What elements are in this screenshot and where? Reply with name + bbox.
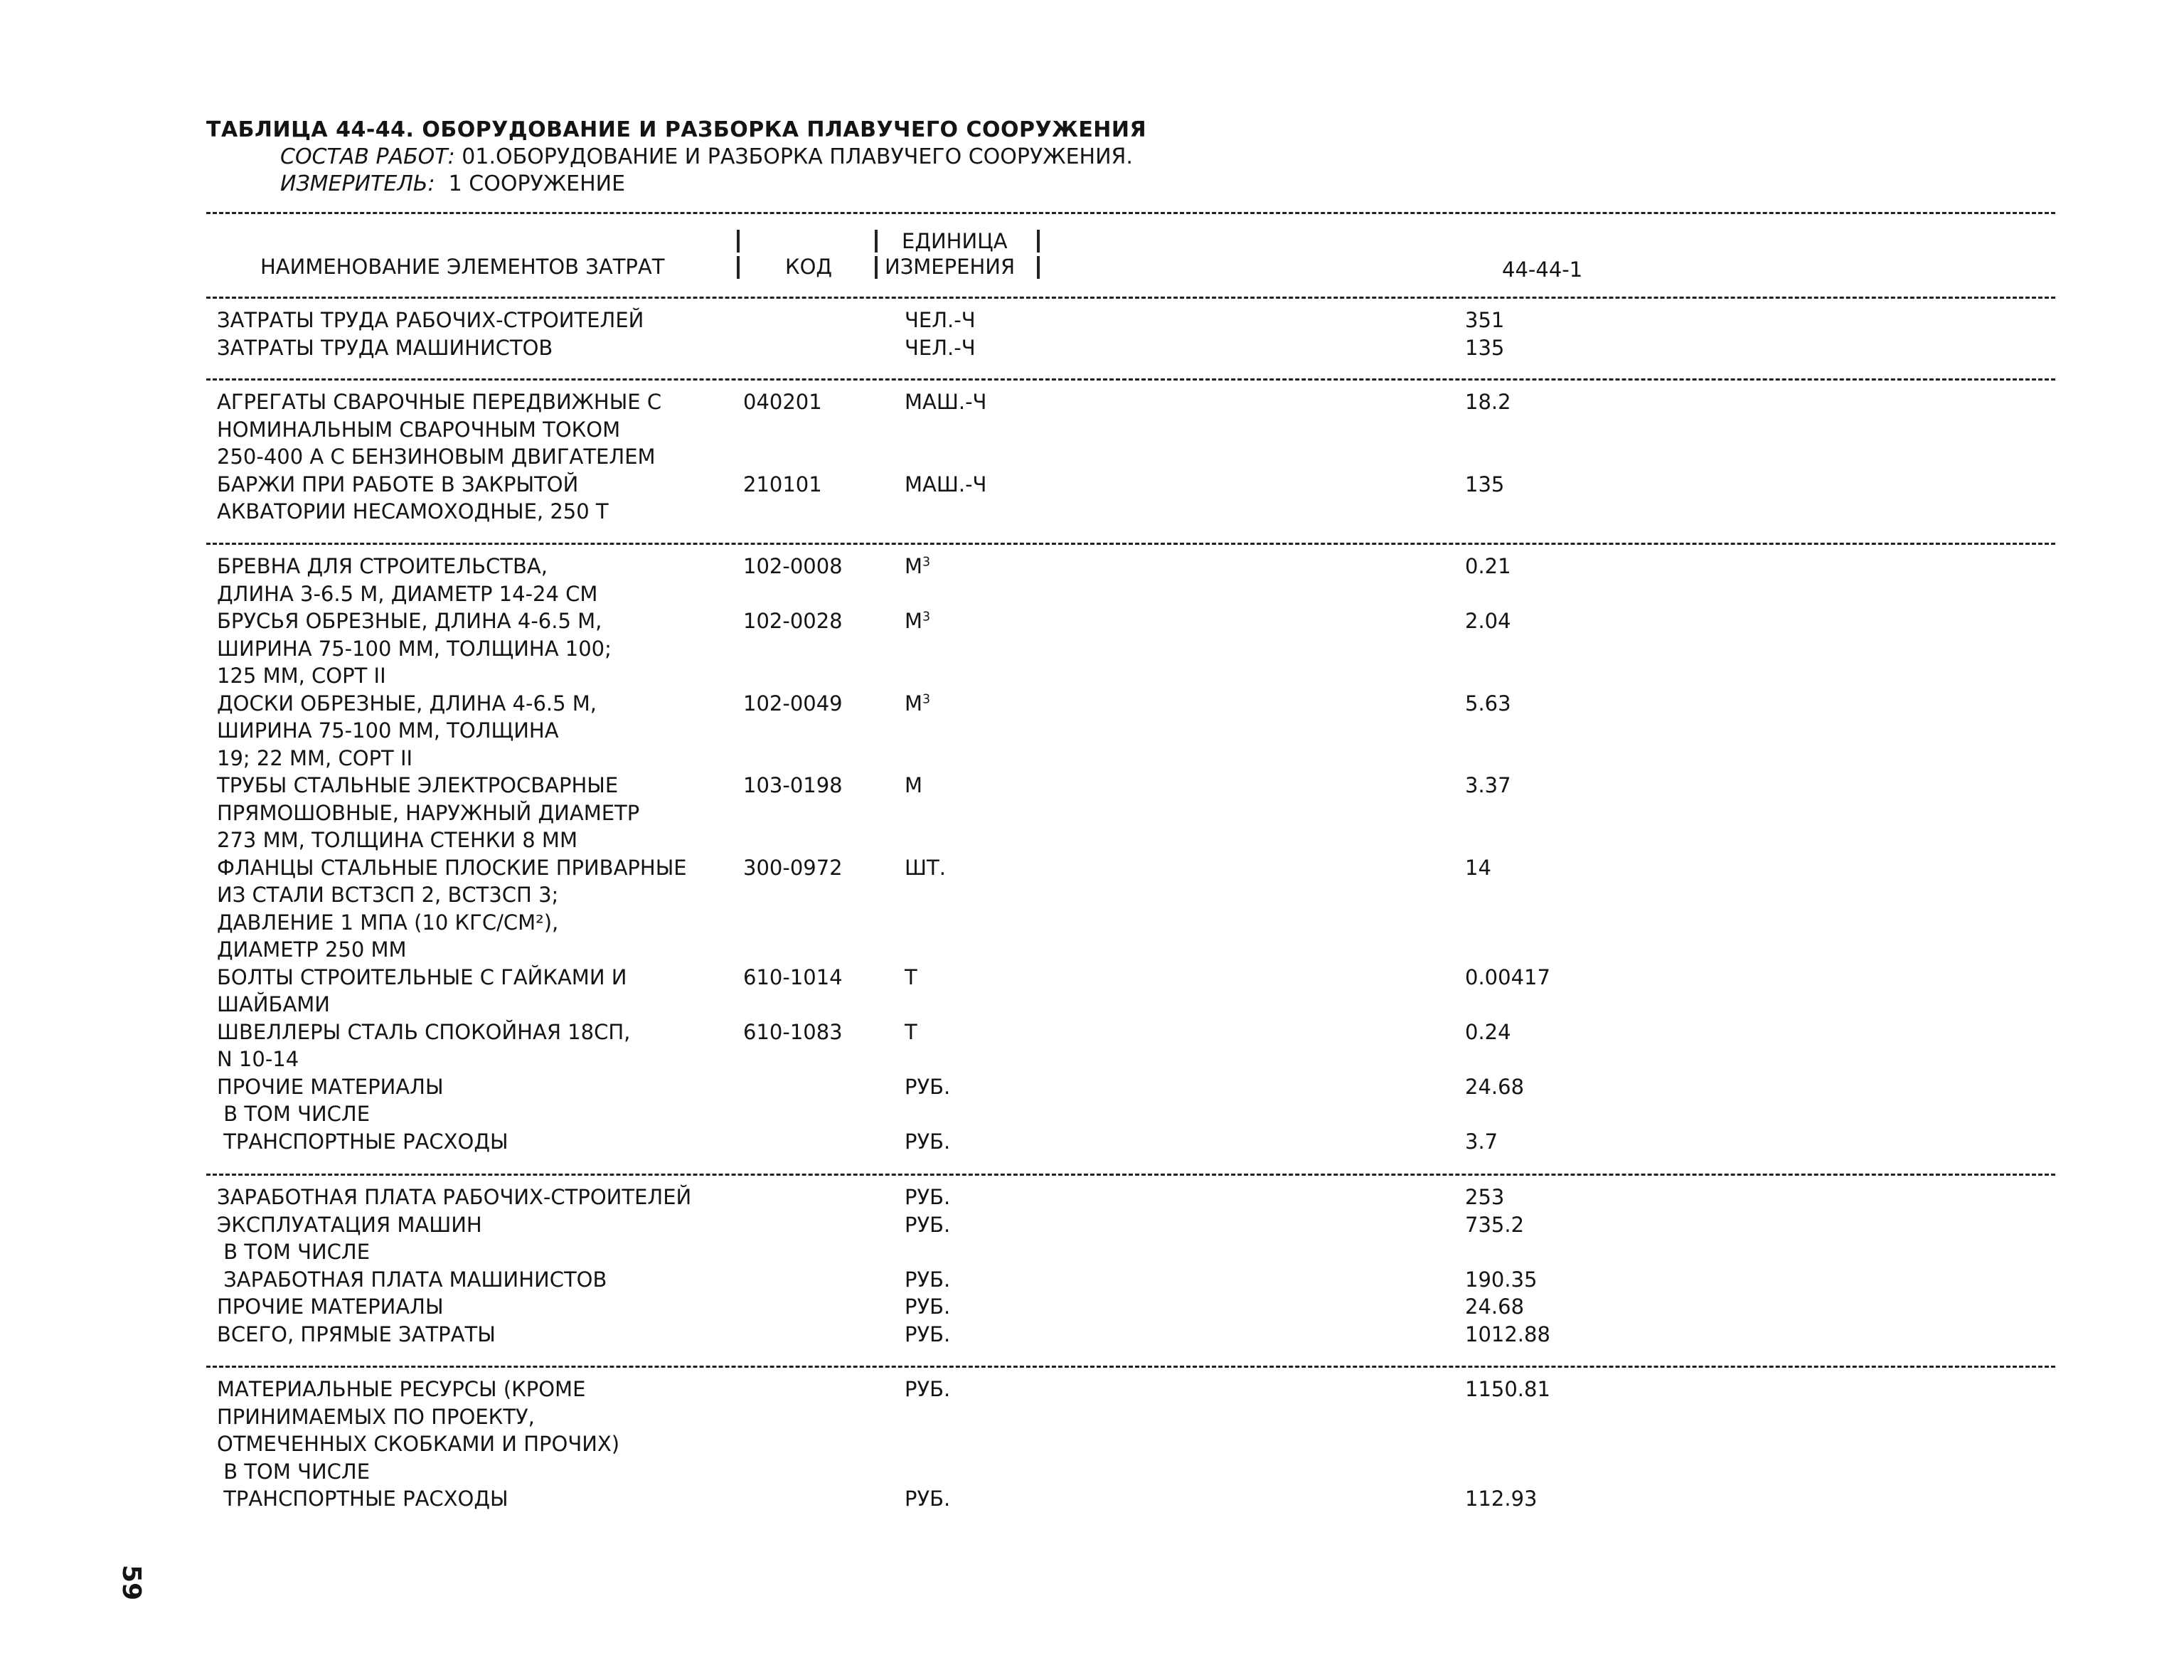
cost-element-name — [217, 1238, 370, 1266]
measure-unit — [280, 171, 625, 196]
measure-unit-text: РУБ. — [905, 1129, 951, 1154]
measure-unit-text: М — [905, 554, 923, 578]
cost-element-name-line: НОМИНАЛЬНЫМ СВАРОЧНЫМ ТОКОМ — [217, 417, 621, 442]
cost-element-name — [217, 388, 661, 471]
table-title: ТАБЛИЦА 44-44. ОБОРУДОВАНИЕ И РАЗБОРКА ПЛАВУЧЕГО СООРУЖЕНИЯ — [206, 117, 1147, 142]
measure-unit-cell — [905, 1211, 950, 1239]
cost-element-name-line: БОЛТЫ СТРОИТЕЛЬНЫЕ С ГАЙКАМИ И — [217, 964, 627, 989]
cost-element-name-line: 19; 22 ММ, СОРТ II — [217, 745, 413, 770]
measure-unit-cell — [905, 690, 930, 718]
cost-element-name — [217, 1458, 370, 1486]
norm-value: 112.93 — [1465, 1487, 1538, 1511]
cost-element-name-line: ДИАМЕТР 250 ММ — [217, 937, 407, 962]
cost-element-name — [217, 1100, 370, 1128]
measure-unit-cell — [905, 553, 930, 580]
cost-element-name-line: БАРЖИ ПРИ РАБОТЕ В ЗАКРЫТОЙ — [217, 472, 579, 496]
norm-value: 1150.81 — [1465, 1377, 1550, 1401]
resource-code: 300-0972 — [743, 855, 843, 880]
measure-unit-text: М — [905, 773, 923, 797]
page-number: 59 — [117, 1565, 146, 1601]
norm-value: 14 — [1465, 855, 1491, 880]
measure-unit-cell — [905, 854, 946, 882]
measure-unit-cell — [905, 772, 922, 799]
column-separator — [875, 230, 878, 252]
cost-element-name-line: ТРАНСПОРТНЫЕ РАСХОДЫ — [217, 1129, 508, 1154]
measure-unit-cell — [905, 334, 976, 362]
cost-element-name-line: ШИРИНА 75-100 ММ, ТОЛЩИНА — [217, 718, 559, 743]
resource-code: 610-1083 — [743, 1019, 843, 1044]
cost-element-name — [217, 1211, 482, 1239]
measure-unit-cell — [905, 471, 986, 499]
resource-code: 040201 — [743, 390, 822, 414]
measure-unit-text: М — [905, 609, 923, 633]
column-separator — [1037, 256, 1040, 279]
cost-element-name — [217, 964, 627, 1019]
cost-element-name-line: В ТОМ ЧИСЛЕ — [217, 1240, 371, 1264]
norm-value: 190.35 — [1465, 1267, 1538, 1292]
measure-unit-text: РУБ. — [905, 1377, 951, 1401]
cost-element-name-line: ЗАТРАТЫ ТРУДА МАШИНИСТОВ — [217, 335, 553, 360]
measure-unit-text: ЧЕЛ.-Ч — [905, 335, 976, 360]
measure-unit-text: М — [905, 691, 923, 716]
cost-element-name-line: ДЛИНА 3-6.5 М, ДИАМЕТР 14-24 СМ — [217, 581, 598, 606]
cost-element-name-line: БРУСЬЯ ОБРЕЗНЫЕ, ДЛИНА 4-6.5 М, — [217, 609, 602, 633]
norm-value: 0.24 — [1465, 1019, 1511, 1044]
cost-element-name-line: ЗАТРАТЫ ТРУДА РАБОЧИХ-СТРОИТЕЛЕЙ — [217, 308, 644, 332]
cost-element-name-line: ИЗ СТАЛИ ВСТ3СП 2, ВСТ3СП 3; — [217, 883, 559, 907]
cost-element-name — [217, 553, 597, 607]
cost-element-name-line: ЗАРАБОТНАЯ ПЛАТА РАБОЧИХ-СТРОИТЕЛЕЙ — [217, 1185, 692, 1209]
measure-unit-cell — [905, 388, 986, 416]
cost-element-name — [217, 1321, 496, 1349]
cost-element-name-line: ТРАНСПОРТНЫЕ РАСХОДЫ — [217, 1487, 508, 1511]
norm-value: 0.21 — [1465, 554, 1511, 578]
cost-element-name-line: ПРИНИМАЕМЫХ ПО ПРОЕКТУ, — [217, 1404, 535, 1429]
measure-unit-text: РУБ. — [905, 1267, 951, 1292]
cost-element-name-line: ДОСКИ ОБРЕЗНЫЕ, ДЛИНА 4-6.5 М, — [217, 691, 597, 716]
cost-element-name — [217, 607, 612, 690]
section-divider — [206, 1366, 2055, 1368]
norm-value: 135 — [1465, 472, 1505, 496]
norm-value: 0.00417 — [1465, 964, 1550, 989]
resource-code: 103-0198 — [743, 773, 843, 797]
column-header-unit-line1: ЕДИНИЦА — [902, 229, 1008, 253]
column-header-value: 44-44-1 — [1502, 257, 1583, 282]
norm-value: 253 — [1465, 1185, 1505, 1209]
measure-unit-text: ШТ. — [905, 855, 946, 880]
measure-unit-cell — [905, 1073, 950, 1101]
work-composition — [280, 144, 1133, 169]
cost-element-name — [217, 1376, 619, 1458]
cost-element-name-line: ОТМЕЧЕННЫХ СКОБКАМИ И ПРОЧИХ) — [217, 1432, 620, 1456]
measure-unit-cell — [905, 1293, 950, 1321]
cost-element-name-line: АКВАТОРИИ НЕСАМОХОДНЫЕ, 250 Т — [217, 499, 609, 523]
norm-value: 1012.88 — [1465, 1322, 1550, 1346]
measure-unit-cell — [905, 1321, 950, 1349]
measure-unit-text: РУБ. — [905, 1322, 951, 1346]
cost-element-name-line: ПРОЧИЕ МАТЕРИАЛЫ — [217, 1074, 444, 1099]
cost-element-name-line: ЗАРАБОТНАЯ ПЛАТА МАШИНИСТОВ — [217, 1267, 607, 1292]
measure-unit-value: 1 СООРУЖЕНИЕ — [448, 171, 626, 196]
measure-unit-text: РУБ. — [905, 1294, 951, 1319]
measure-unit-cell — [905, 1019, 917, 1046]
cost-element-name-line: ПРОЧИЕ МАТЕРИАЛЫ — [217, 1294, 444, 1319]
measure-unit-text: МАШ.-Ч — [905, 390, 987, 414]
cost-element-name-line: В ТОМ ЧИСЛЕ — [217, 1102, 371, 1126]
measure-unit-text: МАШ.-Ч — [905, 472, 987, 496]
cost-element-name — [217, 1128, 508, 1156]
measure-unit-superscript: 3 — [922, 610, 931, 624]
work-composition-value: 01.ОБОРУДОВАНИЕ И РАЗБОРКА ПЛАВУЧЕГО СООРУЖЕНИЯ. — [462, 144, 1133, 169]
norm-value: 5.63 — [1465, 691, 1511, 716]
measure-unit-cell — [905, 607, 930, 635]
section-divider — [206, 378, 2055, 381]
cost-element-name-line: 125 ММ, СОРТ II — [217, 664, 386, 688]
measure-unit-cell — [905, 1128, 950, 1156]
cost-element-name-line: ВСЕГО, ПРЯМЫЕ ЗАТРАТЫ — [217, 1322, 496, 1346]
cost-element-name-line: ТРУБЫ СТАЛЬНЫЕ ЭЛЕКТРОСВАРНЫЕ — [217, 773, 619, 797]
norm-value: 3.7 — [1465, 1129, 1498, 1154]
column-separator — [875, 256, 878, 279]
cost-element-name-line: БРЕВНА ДЛЯ СТРОИТЕЛЬСТВА, — [217, 554, 548, 578]
measure-unit-text: РУБ. — [905, 1185, 951, 1209]
cost-element-name — [217, 1019, 630, 1073]
measure-unit-cell — [905, 1266, 950, 1294]
column-separator — [737, 256, 740, 279]
measure-unit-text: Т — [905, 964, 917, 989]
cost-element-name — [217, 307, 644, 334]
column-separator — [1037, 230, 1040, 252]
measure-unit-text: Т — [905, 1019, 917, 1044]
cost-element-name-line: ШАЙБАМИ — [217, 992, 330, 1016]
cost-element-name — [217, 772, 639, 854]
cost-element-name-line: В ТОМ ЧИСЛЕ — [217, 1459, 371, 1484]
table-header-rule — [206, 297, 2055, 299]
cost-element-name — [217, 471, 609, 526]
measure-unit-cell — [905, 307, 976, 334]
cost-element-name — [217, 1184, 691, 1211]
resource-code: 102-0008 — [743, 554, 843, 578]
norm-value: 351 — [1465, 308, 1505, 332]
measure-unit-text: РУБ. — [905, 1487, 951, 1511]
section-divider — [206, 543, 2055, 545]
norm-value: 2.04 — [1465, 609, 1511, 633]
measure-unit-label: ИЗМЕРИТЕЛЬ: — [280, 171, 435, 196]
norm-value: 735.2 — [1465, 1212, 1525, 1237]
measure-unit-cell — [905, 1376, 950, 1403]
cost-element-name-line: МАТЕРИАЛЬНЫЕ РЕСУРСЫ (КРОМЕ — [217, 1377, 586, 1401]
column-header-code: КОД — [785, 255, 833, 279]
cost-element-name — [217, 1485, 508, 1513]
norm-value: 3.37 — [1465, 773, 1511, 797]
table-top-rule — [206, 212, 2055, 214]
measure-unit-superscript: 3 — [922, 555, 931, 570]
measure-unit-text: РУБ. — [905, 1212, 951, 1237]
cost-element-name — [217, 690, 597, 772]
measure-unit-text: ЧЕЛ.-Ч — [905, 308, 976, 332]
cost-element-name — [217, 1266, 607, 1294]
measure-unit-superscript: 3 — [922, 691, 931, 706]
cost-element-name — [217, 854, 687, 964]
norm-value: 135 — [1465, 335, 1505, 360]
column-header-unit-line2: ИЗМЕРЕНИЯ — [885, 255, 1016, 279]
cost-element-name-line: ШВЕЛЛЕРЫ СТАЛЬ СПОКОЙНАЯ 18СП, — [217, 1019, 631, 1044]
measure-unit-cell — [905, 964, 917, 991]
measure-unit-cell — [905, 1184, 950, 1211]
cost-element-name-line: ДАВЛЕНИЕ 1 МПА (10 КГС/СМ²), — [217, 910, 559, 935]
cost-element-name-line: АГРЕГАТЫ СВАРОЧНЫЕ ПЕРЕДВИЖНЫЕ С — [217, 390, 662, 414]
cost-element-name-line: 250-400 А С БЕНЗИНОВЫМ ДВИГАТЕЛЕМ — [217, 445, 656, 469]
section-divider — [206, 1174, 2055, 1176]
norm-value: 24.68 — [1465, 1074, 1525, 1099]
cost-element-name-line: N 10-14 — [217, 1047, 299, 1071]
cost-element-name-line: ЭКСПЛУАТАЦИЯ МАШИН — [217, 1212, 482, 1237]
resource-code: 610-1014 — [743, 964, 843, 989]
cost-element-name — [217, 1293, 444, 1321]
cost-element-name — [217, 334, 553, 362]
cost-element-name — [217, 1073, 444, 1101]
cost-element-name-line: 273 ММ, ТОЛЩИНА СТЕНКИ 8 ММ — [217, 828, 577, 852]
cost-element-name-line: ПРЯМОШОВНЫЕ, НАРУЖНЫЙ ДИАМЕТР — [217, 800, 640, 825]
work-composition-label: СОСТАВ РАБОТ: — [280, 144, 455, 169]
resource-code: 102-0028 — [743, 609, 843, 633]
resource-code: 102-0049 — [743, 691, 843, 716]
measure-unit-text: РУБ. — [905, 1074, 951, 1099]
column-separator — [737, 230, 740, 252]
column-header-name: НАИМЕНОВАНИЕ ЭЛЕМЕНТОВ ЗАТРАТ — [260, 255, 665, 279]
norm-value: 24.68 — [1465, 1294, 1525, 1319]
cost-element-name-line: ФЛАНЦЫ СТАЛЬНЫЕ ПЛОСКИЕ ПРИВАРНЫЕ — [217, 855, 687, 880]
measure-unit-cell — [905, 1485, 950, 1513]
norm-value: 18.2 — [1465, 390, 1511, 414]
cost-element-name-line: ШИРИНА 75-100 ММ, ТОЛЩИНА 100; — [217, 636, 612, 661]
resource-code: 210101 — [743, 472, 822, 496]
